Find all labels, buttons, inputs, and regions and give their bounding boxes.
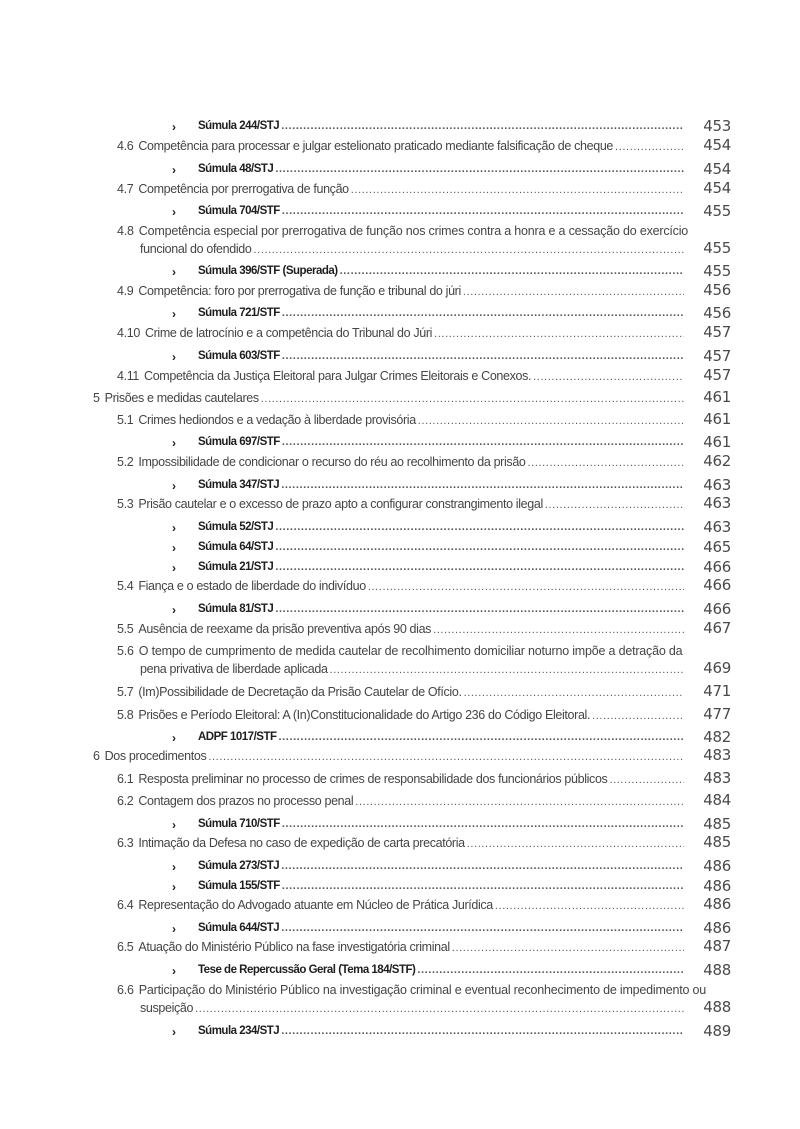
leader-dots: [281, 1025, 684, 1037]
section-title: Súmula 64/STJ: [198, 541, 274, 553]
page-number: 457: [703, 347, 731, 365]
toc-entry-line: [117, 940, 684, 954]
toc-entry[interactable]: [0, 833, 800, 856]
leader-dots: [275, 541, 684, 553]
leader-dots: [282, 436, 684, 448]
section-number: 4.8: [117, 224, 134, 238]
section-title: Competência: foro por prerrogativa de função e tribunal do júri: [138, 284, 461, 298]
chevron-right-icon: ›: [172, 860, 176, 874]
section-title: Súmula 644/STJ: [198, 922, 280, 934]
page-number: 457: [703, 366, 731, 384]
toc-entry-line: [198, 163, 684, 175]
leader-dots: [351, 184, 684, 196]
page-number: 477: [703, 705, 731, 723]
section-title: Súmula 273/STJ: [198, 860, 280, 872]
section-title: Súmula 48/STJ: [198, 163, 274, 175]
toc-entry[interactable]: [0, 366, 800, 389]
section-title: Competência para processar e julgar estelionato praticado mediante falsificação de cheque: [138, 139, 614, 153]
toc-entry[interactable]: [0, 452, 800, 475]
section-title: Crimes hediondos e a vedação à liberdade provisória: [138, 413, 416, 427]
page-number: 485: [703, 815, 731, 833]
toc-entry-line: [117, 794, 684, 808]
section-title: Participação do Ministério Público na investigação criminal e eventual reconhecimento de impedimento ou: [138, 983, 707, 997]
section-number: 5.2: [117, 455, 134, 469]
toc-entry[interactable]: [0, 895, 800, 918]
toc-entry-line: [198, 350, 684, 362]
toc-entry-line: [198, 307, 684, 319]
toc-entry-line: [198, 880, 684, 892]
toc-subentry[interactable]: [0, 433, 800, 456]
toc-chapter[interactable]: [0, 746, 800, 769]
toc-subentry[interactable]: [0, 538, 800, 561]
page-number: 456: [703, 281, 731, 299]
page-number: 488: [703, 961, 731, 979]
section-title: Súmula 396/STF (Superada): [198, 265, 338, 277]
page-number: 457: [703, 323, 731, 341]
toc-entry[interactable]: [0, 619, 800, 642]
section-title: Intimação da Defesa no caso de expedição de carta precatória: [138, 836, 465, 850]
leader-dots: [275, 521, 684, 533]
toc-subentry[interactable]: [0, 304, 800, 327]
section-title: Súmula 244/STJ: [198, 120, 280, 132]
toc-entry-line: [117, 497, 684, 511]
chevron-right-icon: ›: [172, 922, 176, 936]
toc-entry[interactable]: [0, 323, 800, 346]
toc-entry-line: [117, 579, 684, 593]
page-number: 463: [703, 476, 731, 494]
leader-dots: [418, 415, 684, 427]
section-number: 5: [93, 391, 100, 405]
page-number: 486: [703, 877, 731, 895]
section-title: Contagem dos prazos no processo penal: [138, 794, 354, 808]
toc-subentry[interactable]: [0, 202, 800, 225]
page-number: 455: [703, 202, 731, 220]
chevron-right-icon: ›: [172, 307, 176, 321]
toc-entry-line: [198, 521, 684, 533]
toc-entry-line: [198, 1025, 684, 1037]
page-number: 486: [703, 895, 731, 913]
toc-entry-line: [117, 284, 684, 298]
toc-entry-line: [117, 413, 684, 427]
page-number: 469: [703, 659, 731, 677]
page-number: 466: [703, 600, 731, 618]
section-number: 6.5: [117, 940, 134, 954]
toc-entry-line: [117, 182, 684, 196]
chevron-right-icon: ›: [172, 880, 176, 894]
toc-entry[interactable]: [0, 769, 800, 792]
section-title: Tese de Repercussão Geral (Tema 184/STF): [198, 964, 416, 976]
chevron-right-icon: ›: [172, 163, 176, 177]
toc-entry-line: [117, 369, 684, 383]
toc-entry-line: [198, 731, 684, 743]
toc-entry[interactable]: [0, 179, 800, 202]
chevron-right-icon: ›: [172, 120, 176, 134]
page-number: 453: [703, 117, 731, 135]
chevron-right-icon: ›: [172, 350, 176, 364]
chevron-right-icon: ›: [172, 964, 176, 978]
chevron-right-icon: ›: [172, 541, 176, 555]
toc-entry-line: [198, 265, 684, 277]
toc-entry[interactable]: [0, 410, 800, 433]
section-title: Súmula 704/STF: [198, 205, 280, 217]
section-title: Competência por prerrogativa de função: [138, 182, 349, 196]
page-number: 454: [703, 160, 731, 178]
toc-entry[interactable]: [0, 644, 800, 664]
section-number: 6.4: [117, 898, 134, 912]
section-title: Prisão cautelar e o excesso de prazo apto a configurar constrangimento ilegal: [138, 497, 543, 511]
section-title-cont: pena privativa de liberdade aplicada: [140, 662, 328, 676]
section-title: Súmula 710/STF: [198, 818, 280, 830]
toc-entry[interactable]: [0, 224, 800, 244]
toc-entry[interactable]: [0, 983, 800, 1003]
toc-entry-line: [198, 541, 684, 553]
toc-entry[interactable]: [0, 937, 800, 960]
toc-entry-continuation[interactable]: [0, 239, 800, 262]
leader-dots: [279, 731, 685, 743]
toc-subentry[interactable]: [0, 160, 800, 183]
leader-dots: [533, 371, 684, 383]
section-number: 4.6: [117, 139, 134, 153]
toc-subentry[interactable]: [0, 476, 800, 499]
section-number: 5.1: [117, 413, 134, 427]
toc-entry-line: [117, 983, 707, 997]
page-number: 482: [703, 728, 731, 746]
toc-entry[interactable]: [0, 791, 800, 814]
leader-dots: [609, 774, 684, 786]
toc-subentry[interactable]: [0, 1022, 800, 1045]
leader-dots: [434, 328, 684, 340]
leader-dots: [464, 687, 684, 699]
section-number: 6.6: [117, 983, 134, 997]
toc-entry-continuation[interactable]: [0, 998, 800, 1021]
toc-subentry[interactable]: [0, 600, 800, 623]
toc-entry-line: [198, 436, 684, 448]
toc-entry-line: [93, 749, 684, 763]
toc-entry-line: [93, 391, 684, 405]
section-number: 4.10: [117, 326, 140, 340]
toc-entry-line: [198, 818, 684, 830]
leader-dots: [261, 393, 684, 405]
section-title: Súmula 155/STF: [198, 880, 280, 892]
toc-entry-line: [198, 120, 684, 132]
section-number: 5.7: [117, 685, 134, 699]
toc-entry-line: [198, 561, 684, 573]
toc-entry-line: [117, 224, 689, 238]
section-title: Representação do Advogado atuante em Núcleo de Prática Jurídica: [138, 898, 493, 912]
toc-entry-continuation[interactable]: [0, 659, 800, 682]
leader-dots: [452, 942, 684, 954]
toc-subentry[interactable]: [0, 262, 800, 285]
toc-entry-line: [140, 662, 684, 676]
page-number: 467: [703, 619, 731, 637]
page-number: 484: [703, 791, 731, 809]
toc-subentry[interactable]: [0, 961, 800, 984]
section-title: Crime de latrocínio e a competência do Tribunal do Júri: [144, 326, 433, 340]
leader-dots: [467, 838, 684, 850]
chevron-right-icon: ›: [172, 436, 176, 450]
section-title: Dos procedimentos: [104, 749, 207, 763]
leader-dots: [545, 499, 684, 511]
page-number: 461: [703, 410, 731, 428]
toc-entry-line: [117, 898, 684, 912]
toc-entry-line: [117, 622, 684, 636]
page-number: 487: [703, 937, 731, 955]
page-number: 488: [703, 998, 731, 1016]
leader-dots: [282, 205, 684, 217]
leader-dots: [615, 141, 684, 153]
section-title: Prisões e Período Eleitoral: A (In)Constitucionalidade do Artigo 236 do Código Eleitoral.: [138, 708, 591, 722]
leader-dots: [528, 457, 684, 469]
leader-dots: [330, 664, 684, 676]
section-number: 4.11: [117, 369, 140, 383]
toc-subentry[interactable]: [0, 117, 800, 140]
page-number: 486: [703, 919, 731, 937]
section-title: Súmula 81/STJ: [198, 603, 274, 615]
section-title: Resposta preliminar no processo de crimes de responsabilidade dos funcionários públicos: [138, 772, 608, 786]
chevron-right-icon: ›: [172, 731, 176, 745]
section-title-cont: suspeição: [140, 1001, 194, 1015]
toc-entry-line: [117, 326, 684, 340]
page-number: 454: [703, 136, 731, 154]
toc-entry-line: [198, 479, 684, 491]
toc-entry[interactable]: [0, 136, 800, 159]
leader-dots: [281, 120, 684, 132]
toc-subentry[interactable]: [0, 347, 800, 370]
toc-entry-line: [117, 836, 684, 850]
page-number: 486: [703, 857, 731, 875]
page-number: 462: [703, 452, 731, 470]
leader-dots: [281, 479, 684, 491]
toc-entry[interactable]: [0, 576, 800, 599]
leader-dots: [368, 581, 684, 593]
chevron-right-icon: ›: [172, 603, 176, 617]
leader-dots: [592, 710, 684, 722]
page-number: 455: [703, 262, 731, 280]
section-title: Impossibilidade de condicionar o recurso do réu ao recolhimento da prisão: [138, 455, 526, 469]
chevron-right-icon: ›: [172, 205, 176, 219]
leader-dots: [340, 265, 684, 277]
leader-dots: [208, 751, 684, 763]
page-number: 483: [703, 769, 731, 787]
toc-subentry[interactable]: [0, 558, 800, 581]
leader-dots: [282, 307, 684, 319]
section-title: Fiança e o estado de liberdade do indivíduo: [138, 579, 366, 593]
page-number: 471: [703, 682, 731, 700]
chevron-right-icon: ›: [172, 479, 176, 493]
section-number: 6: [93, 749, 100, 763]
section-title: (Im)Possibilidade de Decretação da Prisão Cautelar de Ofício.: [138, 685, 462, 699]
leader-dots: [275, 561, 684, 573]
leader-dots: [495, 900, 684, 912]
leader-dots: [417, 964, 684, 976]
section-title: Súmula 603/STF: [198, 350, 280, 362]
toc-chapter[interactable]: [0, 388, 800, 411]
toc-entry-line: [117, 139, 684, 153]
section-title: Atuação do Ministério Público na fase investigatória criminal: [138, 940, 450, 954]
section-number: 5.4: [117, 579, 134, 593]
page-number: 485: [703, 833, 731, 851]
chevron-right-icon: ›: [172, 561, 176, 575]
section-title: Competência especial por prerrogativa de função nos crimes contra a honra e a cessação do exercício: [138, 224, 689, 238]
toc-entry[interactable]: [0, 682, 800, 705]
toc-subentry[interactable]: [0, 919, 800, 942]
page-number: 463: [703, 494, 731, 512]
leader-dots: [254, 244, 685, 256]
toc-subentry[interactable]: [0, 815, 800, 838]
toc-entry[interactable]: [0, 705, 800, 728]
section-number: 5.8: [117, 708, 134, 722]
section-title: Súmula 21/STJ: [198, 561, 274, 573]
toc-entry-line: [198, 964, 684, 976]
toc-entry-line: [198, 922, 684, 934]
section-title: Prisões e medidas cautelares: [104, 391, 259, 405]
section-number: 5.5: [117, 622, 134, 636]
section-title: O tempo de cumprimento de medida cautelar de recolhimento domiciliar noturno impõe a detração da: [138, 644, 683, 658]
chevron-right-icon: ›: [172, 521, 176, 535]
leader-dots: [281, 922, 684, 934]
section-number: 5.6: [117, 644, 134, 658]
page-number: 465: [703, 538, 731, 556]
section-title: Súmula 347/STJ: [198, 479, 280, 491]
page-number: 461: [703, 388, 731, 406]
chevron-right-icon: ›: [172, 265, 176, 279]
section-title: Ausência de reexame da prisão preventiva após 90 dias: [138, 622, 432, 636]
toc-entry-line: [117, 644, 684, 658]
leader-dots: [282, 818, 684, 830]
page-number: 463: [703, 518, 731, 536]
page-number: 466: [703, 558, 731, 576]
section-number: 6.3: [117, 836, 134, 850]
section-title: Súmula 52/STJ: [198, 521, 274, 533]
page-number: 466: [703, 576, 731, 594]
section-title-cont: funcional do ofendido: [140, 242, 252, 256]
section-number: 4.9: [117, 284, 134, 298]
section-number: 5.3: [117, 497, 134, 511]
page-number: 489: [703, 1022, 731, 1040]
section-number: 6.1: [117, 772, 134, 786]
section-number: 6.2: [117, 794, 134, 808]
toc-entry[interactable]: [0, 281, 800, 304]
leader-dots: [282, 880, 684, 892]
toc-entry-line: [140, 1001, 684, 1015]
page-number: 454: [703, 179, 731, 197]
toc-entry-line: [117, 455, 684, 469]
page-number: 461: [703, 433, 731, 451]
leader-dots: [195, 1003, 684, 1015]
toc-entry-line: [117, 685, 684, 699]
toc-entry-line: [198, 205, 684, 217]
toc-entry-line: [198, 603, 684, 615]
leader-dots: [275, 163, 684, 175]
toc-subentry[interactable]: [0, 518, 800, 541]
page-number: 483: [703, 746, 731, 764]
leader-dots: [433, 624, 684, 636]
page-number: 456: [703, 304, 731, 322]
chevron-right-icon: ›: [172, 818, 176, 832]
section-title: Competência da Justiça Eleitoral para Julgar Crimes Eleitorais e Conexos.: [144, 369, 532, 383]
chevron-right-icon: ›: [172, 1025, 176, 1039]
leader-dots: [281, 860, 684, 872]
leader-dots: [282, 350, 684, 362]
toc-entry[interactable]: [0, 494, 800, 517]
leader-dots: [355, 796, 684, 808]
section-title: Súmula 697/STF: [198, 436, 280, 448]
leader-dots: [463, 286, 684, 298]
section-number: 4.7: [117, 182, 134, 196]
page-number: 455: [703, 239, 731, 257]
toc-subentry[interactable]: [0, 728, 800, 751]
section-title: Súmula 721/STF: [198, 307, 280, 319]
toc-subentry[interactable]: [0, 857, 800, 880]
leader-dots: [275, 603, 684, 615]
toc-entry-line: [198, 860, 684, 872]
toc-entry-line: [117, 708, 684, 722]
section-title: ADPF 1017/STF: [198, 731, 277, 743]
toc-entry-line: [117, 772, 684, 786]
toc-subentry[interactable]: [0, 877, 800, 900]
section-title: Súmula 234/STJ: [198, 1025, 280, 1037]
toc-entry-line: [140, 242, 684, 256]
